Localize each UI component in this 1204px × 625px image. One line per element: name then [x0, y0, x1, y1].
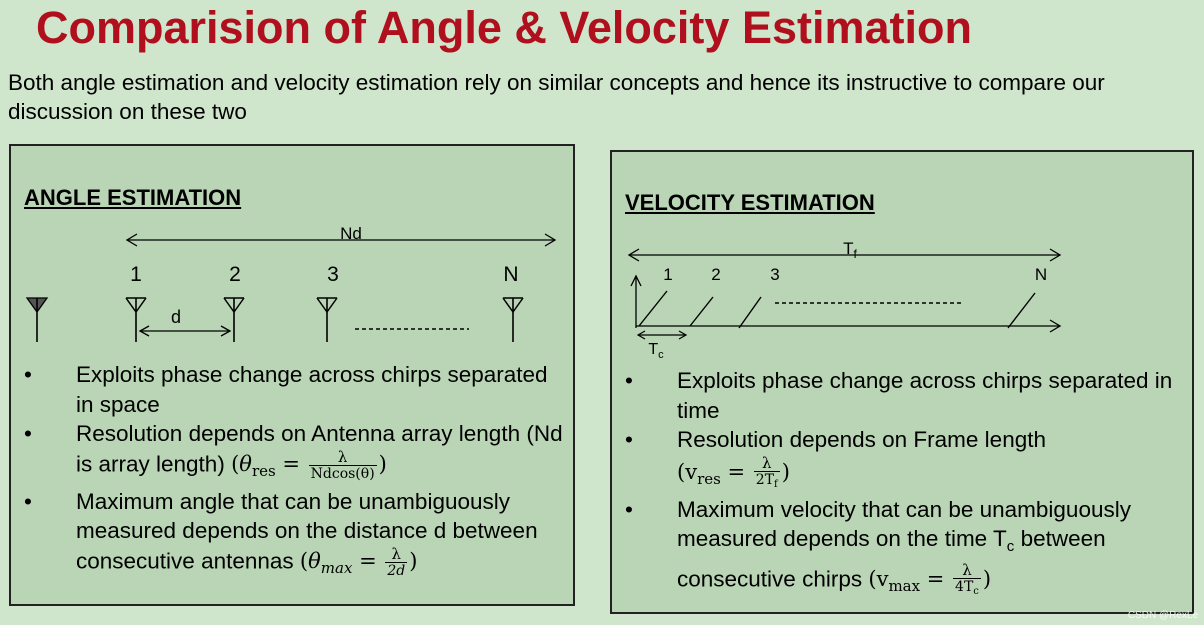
velocity-estimation-panel [610, 150, 1194, 614]
list-item: • Maximum velocity that can be unambiguously measured depends on the time $T_c$ between consecutive chirps ($v_{max}$ = $\frac{\lambda}{4T_c}$ ) [625, 495, 1187, 602]
max-angle-formula: $\frac{\lambda}{2d}$ [387, 544, 406, 579]
chirp-label-n: N [1034, 265, 1048, 284]
list-item: • Exploits phase change across chirps separated in space [24, 362, 548, 417]
angle-heading: ANGLE ESTIMATION [24, 185, 242, 210]
page-title: Comparision of Angle & Velocity Estimation [36, 2, 972, 53]
antenna-label-1: 1 [130, 263, 142, 286]
velocity-resolution-formula: $\frac{\lambda}{2T_f}$ [755, 453, 778, 490]
resolution-formula: $\frac{\lambda}{Ndcos(\theta)}$ [310, 447, 375, 482]
chirp-label-1: 1 [663, 265, 673, 284]
chirp-ramp [639, 291, 667, 326]
antenna-label-n: N [503, 263, 519, 286]
antenna-label-2: 2 [229, 263, 241, 286]
antenna-array-diagram [11, 146, 577, 356]
angle-bullet-list [24, 360, 569, 584]
list-item: • Resolution depends on Antenna array length (Nd is array length) ($\theta_{res}$ = $\frac{\lambda}{Ndcos(\theta)}$ ) [24, 421, 563, 482]
frame-length-label: $T_f$ [843, 239, 857, 261]
array-length-label: Nd [340, 224, 362, 243]
list-item: • Maximum angle that can be unambiguously measured depends on the distance d between consecutive antennas ($\theta_{max}$ = $\frac{\lambda}{2d}$ ) [24, 488, 538, 579]
list-item: • Exploits phase change across chirps separated in time [625, 368, 1173, 423]
list-item: • Resolution depends on Frame length ($v_{res}$ = $\frac{\lambda}{2T_f}$ ) [625, 425, 1187, 495]
antenna-label-3: 3 [327, 263, 339, 286]
antenna-icon [503, 298, 523, 342]
velocity-bullet-list [625, 366, 1187, 602]
chirp-ramp [1008, 293, 1035, 328]
max-velocity-formula: $\frac{\lambda}{4T_c}$ [955, 560, 979, 597]
chirp-label-2: 2 [711, 265, 721, 284]
chirp-period-label: $T_c$ [648, 341, 664, 361]
antenna-icon [126, 298, 146, 342]
watermark: CSDN @RexLe [1127, 610, 1198, 621]
antenna-icon [224, 298, 244, 342]
chirp-ramp [739, 297, 761, 328]
spacing-label: d [170, 307, 182, 327]
chirp-label-3: 3 [770, 265, 780, 284]
velocity-heading: VELOCITY ESTIMATION [625, 190, 875, 215]
chirp-ramp [690, 297, 713, 326]
intro-text: Both angle estimation and velocity estimation rely on similar concepts and hence its instructive to compare our discussion on these two [8, 70, 1105, 124]
antenna-icon [27, 298, 47, 342]
chirp-timing-diagram [612, 152, 1196, 367]
angle-estimation-panel [9, 144, 575, 606]
antenna-icon [317, 298, 337, 342]
